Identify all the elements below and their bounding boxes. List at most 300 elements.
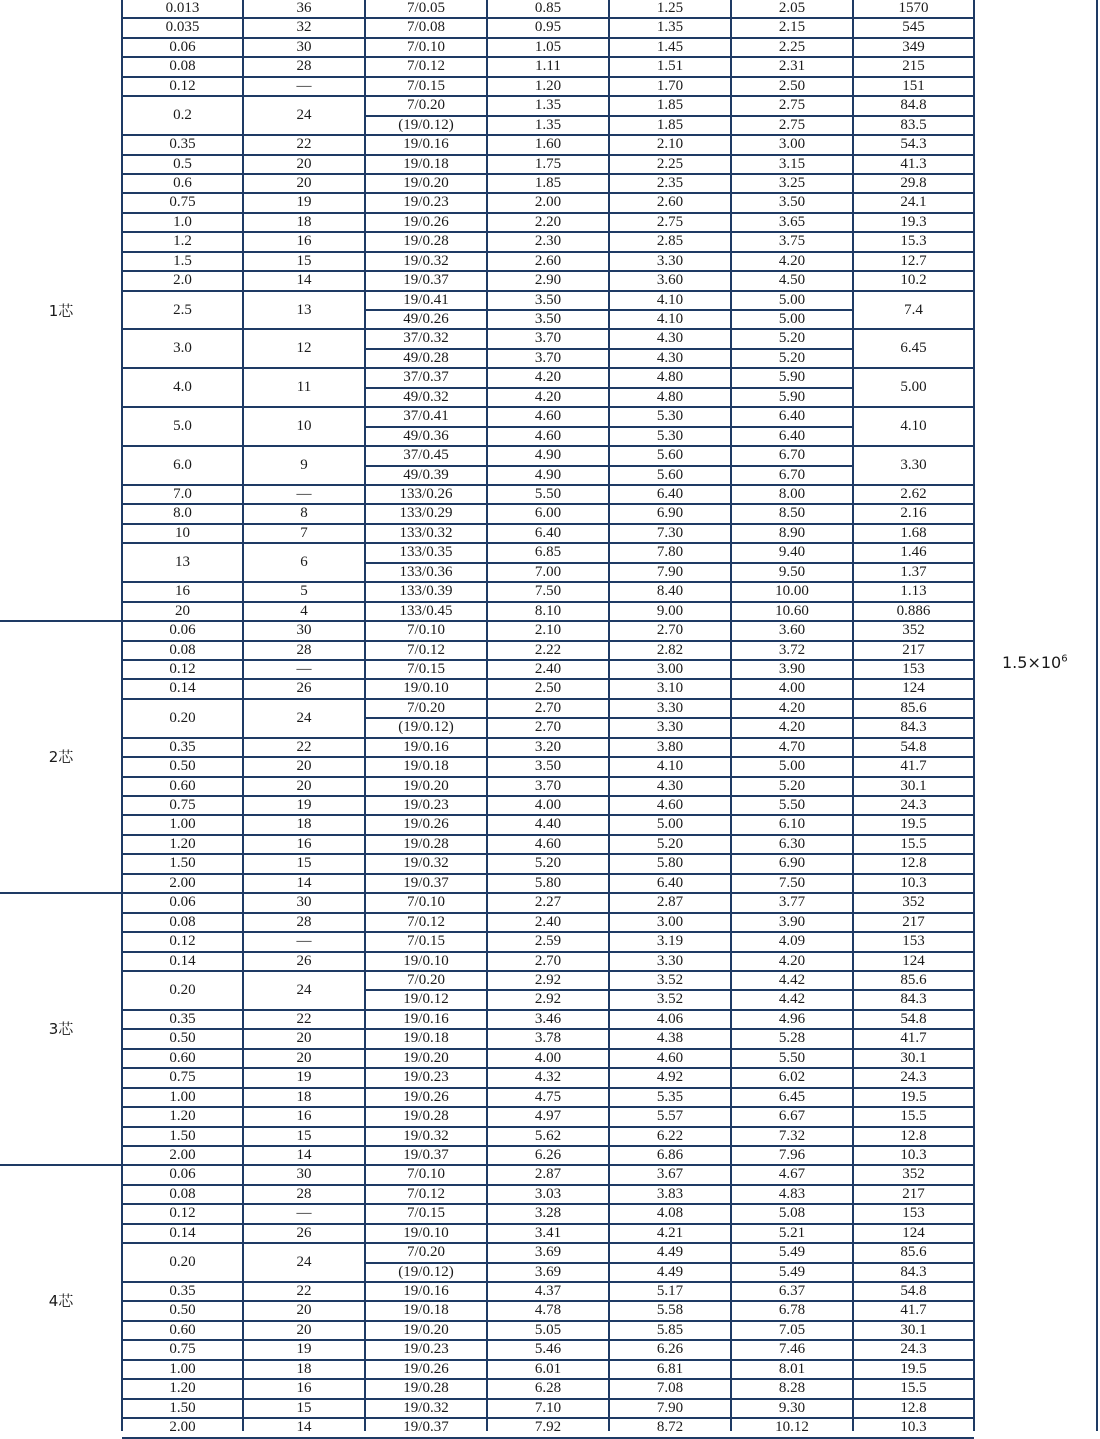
insulation-od: 1.35 — [534, 97, 562, 113]
shield-od: 4.10 — [656, 311, 684, 327]
awg: 19 — [296, 194, 312, 210]
awg: 10 — [296, 418, 312, 434]
conductor-strands: 49/0.28 — [403, 350, 449, 366]
conductor-strands: 19/0.32 — [403, 855, 449, 871]
conductor-strands: 19/0.37 — [403, 1147, 449, 1163]
section-mm2: 3.0 — [173, 340, 192, 356]
sheath-od: 4.20 — [778, 253, 806, 269]
insulation-od: 3.70 — [534, 778, 562, 794]
conductor-strands: 19/0.26 — [403, 1361, 449, 1377]
conductor-strands: 19/0.23 — [403, 194, 449, 210]
section-mm2: 0.50 — [169, 1302, 196, 1318]
shield-od: 5.30 — [656, 408, 684, 424]
shield-od: 3.19 — [656, 933, 684, 949]
conductor-strands: 19/0.16 — [403, 136, 449, 152]
insulation-od: 5.46 — [534, 1341, 562, 1357]
shield-od: 3.00 — [656, 661, 684, 677]
conductor-strands: 19/0.20 — [403, 1050, 449, 1066]
shield-od: 7.90 — [656, 564, 684, 580]
insulation-od: 4.00 — [534, 797, 562, 813]
sheath-od: 7.32 — [778, 1128, 806, 1144]
sheath-od: 5.90 — [778, 389, 806, 405]
conductor-strands: 19/0.37 — [403, 875, 449, 891]
resistance-ohm-km: 1.68 — [900, 525, 927, 541]
conductor-strands: 7/0.12 — [407, 1186, 445, 1202]
insulation-od: 6.40 — [534, 525, 562, 541]
sheath-od: 3.00 — [778, 136, 806, 152]
insulation-od: 6.26 — [534, 1147, 562, 1163]
shield-od: 2.10 — [656, 136, 684, 152]
insulation-od: 1.35 — [534, 117, 562, 133]
sheath-od: 9.30 — [778, 1400, 806, 1416]
sheath-od: 5.49 — [778, 1244, 806, 1260]
resistance-ohm-km: 124 — [902, 1225, 925, 1241]
insulation-od: 3.46 — [534, 1011, 562, 1027]
insulation-od: 4.75 — [534, 1089, 562, 1105]
insulation-od: 4.90 — [534, 447, 562, 463]
section-mm2: 1.20 — [169, 1108, 196, 1124]
insulation-od: 1.11 — [535, 58, 561, 74]
section-mm2: 0.035 — [165, 19, 200, 35]
insulation-od: 0.95 — [534, 19, 562, 35]
shield-od: 4.06 — [656, 1011, 684, 1027]
insulation-od: 2.22 — [534, 642, 562, 658]
shield-od: 4.10 — [656, 758, 684, 774]
awg: 20 — [296, 758, 312, 774]
resistance-ohm-km: 545 — [902, 19, 925, 35]
resistance-ohm-km: 15.5 — [900, 1380, 927, 1396]
sheath-od: 4.83 — [778, 1186, 806, 1202]
section-mm2: 0.14 — [169, 680, 196, 696]
resistance-ohm-km: 12.8 — [900, 1128, 927, 1144]
shield-od: 7.80 — [656, 544, 684, 560]
shield-od: 2.60 — [656, 194, 684, 210]
sheath-od: 6.40 — [778, 428, 806, 444]
insulation-od: 4.90 — [534, 467, 562, 483]
sheath-od: 3.90 — [778, 661, 806, 677]
sheath-od: 2.50 — [778, 78, 806, 94]
insulation-od: 3.50 — [534, 758, 562, 774]
awg: 32 — [296, 19, 312, 35]
shield-od: 4.49 — [656, 1264, 684, 1280]
awg: 18 — [296, 214, 312, 230]
column-divider — [973, 0, 975, 1431]
awg: 11 — [296, 379, 312, 395]
conductor-strands: 19/0.37 — [403, 1419, 449, 1435]
section-mm2: 0.6 — [173, 175, 192, 191]
insulation-od: 4.20 — [534, 389, 562, 405]
shield-od: 8.72 — [656, 1419, 684, 1435]
conductor-strands: 49/0.36 — [403, 428, 449, 444]
awg: 9 — [300, 457, 308, 473]
sheath-od: 8.50 — [778, 505, 806, 521]
conductor-strands: (19/0.12) — [398, 719, 454, 735]
conductor-strands: 19/0.28 — [403, 233, 449, 249]
resistance-ohm-km: 24.3 — [900, 1069, 927, 1085]
resistance-ohm-km: 352 — [902, 1166, 925, 1182]
sheath-od: 5.50 — [778, 797, 806, 813]
conductor-strands: 19/0.18 — [403, 156, 449, 172]
sheath-od: 4.42 — [778, 972, 806, 988]
insulation-od: 2.70 — [534, 719, 562, 735]
resistance-ohm-km: 30.1 — [900, 778, 927, 794]
conductor-strands: 19/0.23 — [403, 1341, 449, 1357]
column-divider — [364, 0, 366, 1431]
awg: 12 — [296, 340, 312, 356]
insulation-od: 4.40 — [534, 816, 562, 832]
section-mm2: 4.0 — [173, 379, 192, 395]
conductor-strands: 7/0.10 — [407, 894, 445, 910]
resistance-ohm-km: 84.3 — [900, 991, 927, 1007]
awg: 16 — [296, 1380, 312, 1396]
section-mm2: 0.5 — [173, 156, 192, 172]
resistance-ohm-km: 30.1 — [900, 1050, 927, 1066]
sheath-od: 7.50 — [778, 875, 806, 891]
shield-od: 5.35 — [656, 1089, 684, 1105]
insulation-od: 4.60 — [534, 428, 562, 444]
resistance-ohm-km: 153 — [902, 933, 925, 949]
awg: 26 — [296, 1225, 312, 1241]
insulation-od: 4.37 — [534, 1283, 562, 1299]
sheath-od: 2.75 — [778, 117, 806, 133]
shield-od: 2.75 — [656, 214, 684, 230]
resistance-ohm-km: 124 — [902, 680, 925, 696]
shield-od: 6.90 — [656, 505, 684, 521]
shield-od: 2.87 — [656, 894, 684, 910]
column-divider — [486, 0, 488, 1431]
sheath-od: 4.50 — [778, 272, 806, 288]
section-mm2: 1.5 — [173, 253, 192, 269]
section-mm2: 0.08 — [169, 58, 196, 74]
sheath-od: 6.70 — [778, 467, 806, 483]
insulation-od: 2.10 — [534, 622, 562, 638]
insulation-od: 6.00 — [534, 505, 562, 521]
section-mm2: 0.12 — [169, 661, 196, 677]
section-mm2: 1.50 — [169, 855, 196, 871]
section-mm2: 1.20 — [169, 1380, 196, 1396]
shield-od: 2.82 — [656, 642, 684, 658]
insulation-od: 8.10 — [534, 603, 562, 619]
awg: 20 — [296, 175, 312, 191]
sheath-od: 4.20 — [778, 719, 806, 735]
shield-od: 6.26 — [656, 1341, 684, 1357]
resistance-ohm-km: 83.5 — [900, 117, 927, 133]
shield-od: 4.30 — [656, 778, 684, 794]
awg: 26 — [296, 680, 312, 696]
resistance-ohm-km: 15.5 — [900, 836, 927, 852]
conductor-strands: 19/0.26 — [403, 214, 449, 230]
conductor-strands: 19/0.23 — [403, 1069, 449, 1085]
insulation-od: 7.50 — [534, 583, 562, 599]
awg: 19 — [296, 1341, 312, 1357]
shield-od: 3.00 — [656, 914, 684, 930]
awg: 36 — [296, 0, 312, 16]
shield-od: 3.30 — [656, 719, 684, 735]
resistance-ohm-km: 124 — [902, 953, 925, 969]
resistance-ohm-km: 10.3 — [900, 1147, 927, 1163]
column-divider — [242, 0, 244, 1431]
sheath-od: 5.21 — [778, 1225, 806, 1241]
shield-od: 7.08 — [656, 1380, 684, 1396]
insulation-od: 1.60 — [534, 136, 562, 152]
shield-od: 3.30 — [656, 253, 684, 269]
conductor-strands: 19/0.10 — [403, 953, 449, 969]
sheath-od: 5.20 — [778, 350, 806, 366]
insulation-od: 1.05 — [534, 39, 562, 55]
sheath-od: 2.15 — [778, 19, 806, 35]
section-mm2: 0.60 — [169, 1050, 196, 1066]
resistance-ohm-km: 3.30 — [900, 457, 927, 473]
conductor-strands: 7/0.20 — [407, 700, 445, 716]
sheath-od: 5.00 — [778, 758, 806, 774]
section-mm2: 2.00 — [169, 1147, 196, 1163]
resistance-ohm-km: 151 — [902, 78, 925, 94]
column-divider — [608, 0, 610, 1431]
shield-od: 4.92 — [656, 1069, 684, 1085]
section-mm2: 0.75 — [169, 1069, 196, 1085]
conductor-strands: 49/0.39 — [403, 467, 449, 483]
conductor-strands: 19/0.18 — [403, 758, 449, 774]
resistance-ohm-km: 41.7 — [900, 1302, 927, 1318]
resistance-ohm-km: 41.7 — [900, 1030, 927, 1046]
insulation-od: 3.69 — [534, 1244, 562, 1260]
conductor-strands: 37/0.37 — [403, 369, 449, 385]
section-mm2: 0.2 — [173, 107, 192, 123]
section-mm2: 0.35 — [169, 136, 196, 152]
conductor-strands: 7/0.20 — [407, 1244, 445, 1260]
sheath-od: 2.25 — [778, 39, 806, 55]
awg: 5 — [300, 583, 308, 599]
conductor-strands: 19/0.18 — [403, 1302, 449, 1318]
awg: 22 — [296, 1283, 312, 1299]
conductor-strands: 19/0.41 — [403, 292, 449, 308]
resistance-ohm-km: 19.5 — [900, 1089, 927, 1105]
awg: — — [296, 933, 312, 949]
resistance-ohm-km: 217 — [902, 914, 925, 930]
awg: 30 — [296, 622, 312, 638]
conductor-strands: 7/0.08 — [407, 19, 445, 35]
shield-od: 5.30 — [656, 428, 684, 444]
sheath-od: 3.25 — [778, 175, 806, 191]
resistance-ohm-km: 85.6 — [900, 972, 927, 988]
conductor-strands: 7/0.12 — [407, 642, 445, 658]
insulation-od: 2.92 — [534, 972, 562, 988]
sheath-od: 3.15 — [778, 156, 806, 172]
table-right-border — [1096, 0, 1098, 1431]
resistance-ohm-km: 1.46 — [900, 544, 927, 560]
insulation-od: 3.28 — [534, 1205, 562, 1221]
sheath-od: 5.00 — [778, 292, 806, 308]
insulation-od: 3.50 — [534, 292, 562, 308]
section-mm2: 0.60 — [169, 778, 196, 794]
insulation-od: 7.00 — [534, 564, 562, 580]
resistance-ohm-km: 2.62 — [900, 486, 927, 502]
conductor-strands: 19/0.18 — [403, 1030, 449, 1046]
resistance-ohm-km: 41.7 — [900, 758, 927, 774]
conductor-strands: 7/0.10 — [407, 39, 445, 55]
awg: 22 — [296, 1011, 312, 1027]
awg: 6 — [300, 554, 308, 570]
insulation-od: 2.40 — [534, 661, 562, 677]
resistance-ohm-km: 217 — [902, 1186, 925, 1202]
awg: 16 — [296, 836, 312, 852]
shield-od: 6.81 — [656, 1361, 684, 1377]
awg: 30 — [296, 39, 312, 55]
conductor-strands: 7/0.10 — [407, 622, 445, 638]
shield-od: 6.22 — [656, 1128, 684, 1144]
resistance-ohm-km: 15.5 — [900, 1108, 927, 1124]
section-mm2: 1.50 — [169, 1128, 196, 1144]
column-divider — [730, 0, 732, 1431]
section-mm2: 0.20 — [169, 710, 196, 726]
awg: 28 — [296, 1186, 312, 1202]
insulation-od: 3.41 — [534, 1225, 562, 1241]
shield-od: 3.52 — [656, 972, 684, 988]
awg: 20 — [296, 1322, 312, 1338]
resistance-ohm-km: 19.5 — [900, 816, 927, 832]
conductor-strands: (19/0.12) — [398, 1264, 454, 1280]
conductor-strands: 7/0.20 — [407, 972, 445, 988]
section-mm2: 5.0 — [173, 418, 192, 434]
section-mm2: 0.12 — [169, 1205, 196, 1221]
resistance-ohm-km: 2.16 — [900, 505, 927, 521]
awg: 28 — [296, 642, 312, 658]
sheath-od: 6.37 — [778, 1283, 806, 1299]
shield-od: 3.30 — [656, 700, 684, 716]
sheath-od: 2.05 — [778, 0, 806, 16]
shield-od: 5.60 — [656, 467, 684, 483]
resistance-ohm-km: 41.3 — [900, 156, 927, 172]
awg: 14 — [296, 1419, 312, 1435]
shield-od: 7.90 — [656, 1400, 684, 1416]
section-mm2: 1.00 — [169, 1089, 196, 1105]
column-divider — [121, 0, 123, 1431]
sheath-od: 4.67 — [778, 1166, 806, 1182]
shield-od: 3.67 — [656, 1166, 684, 1182]
conductor-strands: (19/0.12) — [398, 117, 454, 133]
resistance-ohm-km: 24.3 — [900, 797, 927, 813]
section-mm2: 1.00 — [169, 1361, 196, 1377]
section-mm2: 0.06 — [169, 894, 196, 910]
core-count-label: 4芯 — [48, 1291, 74, 1310]
shield-od: 1.35 — [656, 19, 684, 35]
insulation-od: 1.85 — [534, 175, 562, 191]
resistance-ohm-km: 12.8 — [900, 855, 927, 871]
section-mm2: 2.00 — [169, 1419, 196, 1435]
shield-od: 3.10 — [656, 680, 684, 696]
shield-od: 5.57 — [656, 1108, 684, 1124]
awg: 13 — [296, 302, 312, 318]
insulation-od: 2.70 — [534, 700, 562, 716]
insulation-od: 4.60 — [534, 836, 562, 852]
insulation-od: 2.60 — [534, 253, 562, 269]
shield-od: 2.35 — [656, 175, 684, 191]
sheath-od: 9.50 — [778, 564, 806, 580]
sheath-od: 4.00 — [778, 680, 806, 696]
conductor-strands: 19/0.37 — [403, 272, 449, 288]
awg: — — [296, 486, 312, 502]
insulation-od: 4.20 — [534, 369, 562, 385]
section-mm2: 0.35 — [169, 1011, 196, 1027]
resistance-ohm-km: 352 — [902, 622, 925, 638]
sheath-od: 3.60 — [778, 622, 806, 638]
awg: 19 — [296, 1069, 312, 1085]
awg: 20 — [296, 156, 312, 172]
sheath-od: 3.75 — [778, 233, 806, 249]
shield-od: 6.40 — [656, 486, 684, 502]
conductor-strands: 7/0.15 — [407, 1205, 445, 1221]
shield-od: 1.70 — [656, 78, 684, 94]
sheath-od: 2.31 — [778, 58, 806, 74]
conductor-strands: 19/0.12 — [403, 991, 449, 1007]
section-mm2: 1.00 — [169, 816, 196, 832]
sheath-od: 5.00 — [778, 311, 806, 327]
shield-od: 6.86 — [656, 1147, 684, 1163]
shield-od: 4.60 — [656, 797, 684, 813]
awg: 20 — [296, 778, 312, 794]
insulation-od: 2.87 — [534, 1166, 562, 1182]
resistance-ohm-km: 352 — [902, 894, 925, 910]
sheath-od: 6.30 — [778, 836, 806, 852]
resistance-ohm-km: 29.8 — [900, 175, 927, 191]
resistance-ohm-km: 0.886 — [896, 603, 931, 619]
insulation-od: 3.20 — [534, 739, 562, 755]
sheath-od: 10.60 — [775, 603, 809, 619]
insulation-od: 2.90 — [534, 272, 562, 288]
awg: 16 — [296, 1108, 312, 1124]
awg: 8 — [300, 505, 308, 521]
sheath-od: 10.00 — [775, 583, 809, 599]
resistance-ohm-km: 30.1 — [900, 1322, 927, 1338]
awg: 15 — [296, 1128, 312, 1144]
resistance-ohm-km: 6.45 — [900, 340, 927, 356]
sheath-od: 4.20 — [778, 953, 806, 969]
shield-od: 4.21 — [656, 1225, 684, 1241]
shield-od: 5.80 — [656, 855, 684, 871]
sheath-od: 3.90 — [778, 914, 806, 930]
section-mm2: 0.06 — [169, 1166, 196, 1182]
insulation-od: 2.40 — [534, 914, 562, 930]
insulation-od: 0.85 — [534, 0, 562, 16]
conductor-strands: 133/0.29 — [399, 505, 453, 521]
resistance-ohm-km: 12.8 — [900, 1400, 927, 1416]
sheath-od: 4.70 — [778, 739, 806, 755]
sheath-od: 5.20 — [778, 330, 806, 346]
resistance-ohm-km: 19.5 — [900, 1361, 927, 1377]
section-mm2: 0.75 — [169, 194, 196, 210]
sheath-od: 4.42 — [778, 991, 806, 1007]
section-mm2: 0.08 — [169, 914, 196, 930]
awg: — — [296, 661, 312, 677]
awg: 28 — [296, 914, 312, 930]
section-mm2: 20 — [175, 603, 190, 619]
section-mm2: 0.60 — [169, 1322, 196, 1338]
conductor-strands: 19/0.10 — [403, 1225, 449, 1241]
shield-od: 5.85 — [656, 1322, 684, 1338]
insulation-od: 2.50 — [534, 680, 562, 696]
insulation-od: 3.78 — [534, 1030, 562, 1046]
sheath-od: 6.45 — [778, 1089, 806, 1105]
insulation-od: 1.75 — [534, 156, 562, 172]
shield-od: 1.25 — [656, 0, 684, 16]
section-mm2: 0.14 — [169, 1225, 196, 1241]
awg: 24 — [296, 982, 312, 998]
awg: 15 — [296, 855, 312, 871]
awg: 14 — [296, 1147, 312, 1163]
sheath-od: 3.77 — [778, 894, 806, 910]
sheath-od: 3.50 — [778, 194, 806, 210]
resistance-ohm-km: 85.6 — [900, 700, 927, 716]
